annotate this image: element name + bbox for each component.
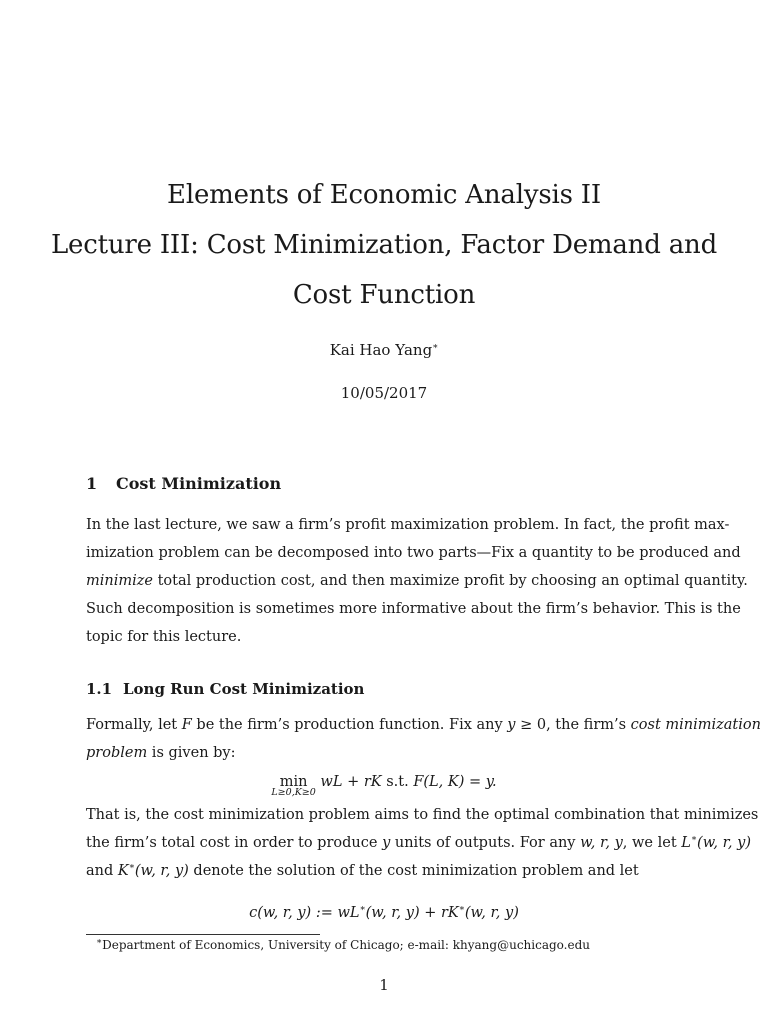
title-line-1: Elements of Economic Analysis II <box>167 180 601 210</box>
eq2-mid: (w, r, y) + rK <box>365 905 459 921</box>
vars-wry: w, r, y <box>580 835 623 851</box>
emphasis-problem: problem <box>86 745 148 761</box>
footnote-rule <box>86 934 320 935</box>
args-L: (w, r, y) <box>697 835 752 851</box>
para1-line3 <box>86 573 748 589</box>
section-number: 1 <box>86 474 98 493</box>
footnote-text: Department of Economics, University of Chicago; e-mail: khyang@uchicago.edu <box>102 938 591 952</box>
para3-text-b: units of outputs. For any <box>390 835 581 851</box>
para3-line1: That is, the cost minimization problem aims to find the optimal combination that minimizes <box>86 807 759 823</box>
title-line-2: Lecture III: Cost Minimization, Factor Demand and <box>50 230 718 260</box>
page-number: 1 <box>379 976 389 994</box>
para2-line2 <box>86 745 676 761</box>
para3-line2: the firm’s total cost in order to produce y units of outputs. For any w, r, y, we let L∗(w, r, y) <box>86 834 752 851</box>
para2-text-d: is given by: <box>147 745 236 761</box>
section-title: Cost Minimization <box>116 474 282 493</box>
var-y-2: y <box>382 835 391 851</box>
title-line-3: Cost Function <box>292 280 476 310</box>
para1-line1: In the last lecture, we saw a firm’s profit maximization problem. In fact, the profit max- <box>86 517 730 533</box>
equation-cost-minimization <box>0 774 768 798</box>
var-K-star: K <box>117 863 129 879</box>
min-label: min <box>279 774 308 790</box>
para3-text-a: the firm’s total cost in order to produce <box>86 835 383 851</box>
section-heading <box>86 474 281 493</box>
min-operator <box>271 774 315 798</box>
var-F: F <box>181 717 192 733</box>
para3-text-d: and <box>86 863 118 879</box>
para3-text-e: denote the solution of the cost minimization problem and let <box>188 863 639 879</box>
para2-text-c: ≥ 0, the firm’s <box>515 717 631 733</box>
author-footnote-mark: ∗ <box>432 342 439 352</box>
para1-line4: Such decomposition is sometimes more informative about the firm’s behavior. This is the <box>86 601 741 617</box>
para3-text-c: , we let <box>622 835 682 851</box>
eq2-end: (w, r, y) <box>464 905 519 921</box>
equation-cost-function: c(w, r, y) := wL∗(w, r, y) + rK∗(w, r, y) <box>249 904 519 921</box>
constraint: F(L, K) = y. <box>413 774 497 790</box>
var-L-star: L <box>681 835 691 851</box>
var-y: y <box>507 717 516 733</box>
emphasis-cost-minimization: cost minimization <box>630 717 761 733</box>
objective: wL + rK <box>320 774 382 790</box>
para3-line3: and K∗(w, r, y) denote the solution of the cost minimization problem and let <box>86 862 639 879</box>
subsection-heading <box>86 680 364 698</box>
footnote <box>96 938 590 952</box>
author <box>0 341 768 359</box>
para2-line1 <box>86 717 761 733</box>
para2-text-b: be the firm’s production function. Fix any <box>191 717 508 733</box>
date: 10/05/2017 <box>340 384 428 402</box>
subsection-title: Long Run Cost Minimization <box>123 680 365 698</box>
para1-line5: topic for this lecture. <box>86 629 242 645</box>
footnote-mark: ∗ <box>96 937 103 947</box>
min-subscript: L≥0,K≥0 <box>271 787 316 798</box>
args-K: (w, r, y) <box>134 863 189 879</box>
such-that: s.t. <box>386 774 409 790</box>
para1-line3-text: total production cost, and then maximize profit by choosing an optimal quantity. <box>152 573 748 589</box>
author-name: Kai Hao Yang <box>329 341 433 359</box>
para2-text-a: Formally, let <box>86 717 182 733</box>
emphasis-minimize: minimize <box>86 573 153 589</box>
subsection-number: 1.1 <box>86 680 113 698</box>
para1-line2: imization problem can be decomposed into two parts—Fix a quantity to be produced and <box>86 545 741 561</box>
eq2-lhs: c(w, r, y) := wL <box>249 905 360 921</box>
